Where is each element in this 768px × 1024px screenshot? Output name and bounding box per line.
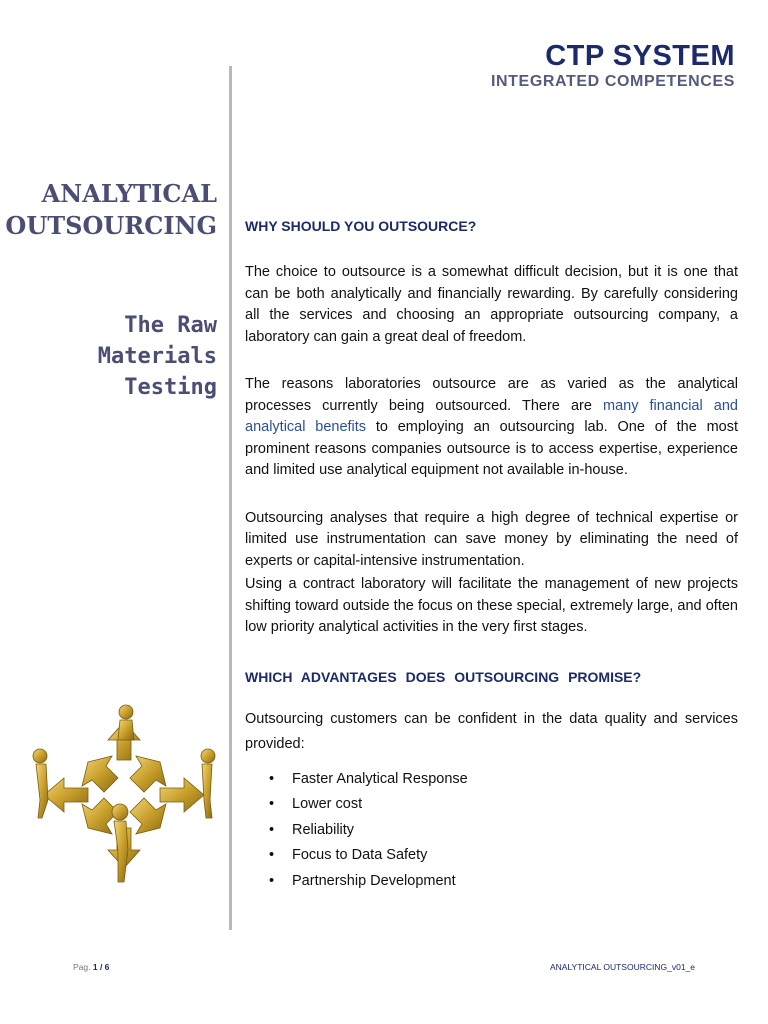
advantages-list (245, 767, 738, 895)
main-content (245, 216, 738, 894)
paragraph-reasons (245, 374, 738, 482)
document-id: ANALYTICAL OUTSOURCING_v01_e (549, 962, 695, 972)
paragraph-contract-lab: Using a contract laboratory will facilitate the management of new projects shifting toward outside the focus on these special, extremely large, and often low priority analytical activities in the very first stages. (245, 576, 738, 635)
list-item: • Partnership Development (245, 869, 738, 895)
list-item: • Faster Analytical Response (245, 767, 738, 793)
section-heading-why-outsource: WHY SHOULD YOU OUTSOURCE? (245, 218, 477, 234)
page-number: 1 / 6 (92, 962, 110, 972)
list-item: • Focus to Data Safety (245, 843, 738, 869)
page-label: Pag. (73, 962, 91, 972)
page-indicator (73, 962, 109, 972)
document-subtitle: The Raw Materials Testing (97, 313, 217, 400)
section-heading-advantages: WHICH ADVANTAGES DOES OUTSOURCING PROMISE? (245, 668, 642, 685)
brand-tagline: INTEGRATED COMPETENCES (490, 73, 735, 90)
vertical-divider (229, 66, 232, 930)
paragraph-reasons-text-1: The reasons laboratories outsource are as varied as the analytical processes currently being outsourced. There are (245, 376, 738, 414)
paragraph-expertise: Outsourcing analyses that require a high degree of technical expertise or limited use instrumentation can save money by eliminating the need of experts or capital-intensive instrumentation. (245, 509, 738, 569)
document-title: ANALYTICAL OUTSOURCING (5, 179, 217, 240)
list-item: • Lower cost (245, 792, 738, 818)
paragraph-customers: Outsourcing customers can be confident in the data quality and services provided: (245, 710, 738, 752)
paragraph-choice: The choice to outsource is a somewhat difficult decision, but it is one that can be both analytically and financially rewarding. By carefully considering all the services and choosing an appropriate outsourcing company, a laboratory can gain a great deal of freedom. (245, 264, 738, 345)
list-item: • Reliability (245, 818, 738, 844)
brand-title: CTP SYSTEM (545, 40, 735, 72)
paragraph-reasons-text-2: to employing an outsourcing lab. One of the most prominent reasons companies outsource is to access expertise, experience and limited use analytical equipment not available in-house. (245, 419, 738, 478)
benefits-highlight: many financial and analytical benefits (245, 397, 738, 435)
brand-header (491, 40, 735, 92)
puzzle-arrows-figures-icon (26, 700, 222, 890)
